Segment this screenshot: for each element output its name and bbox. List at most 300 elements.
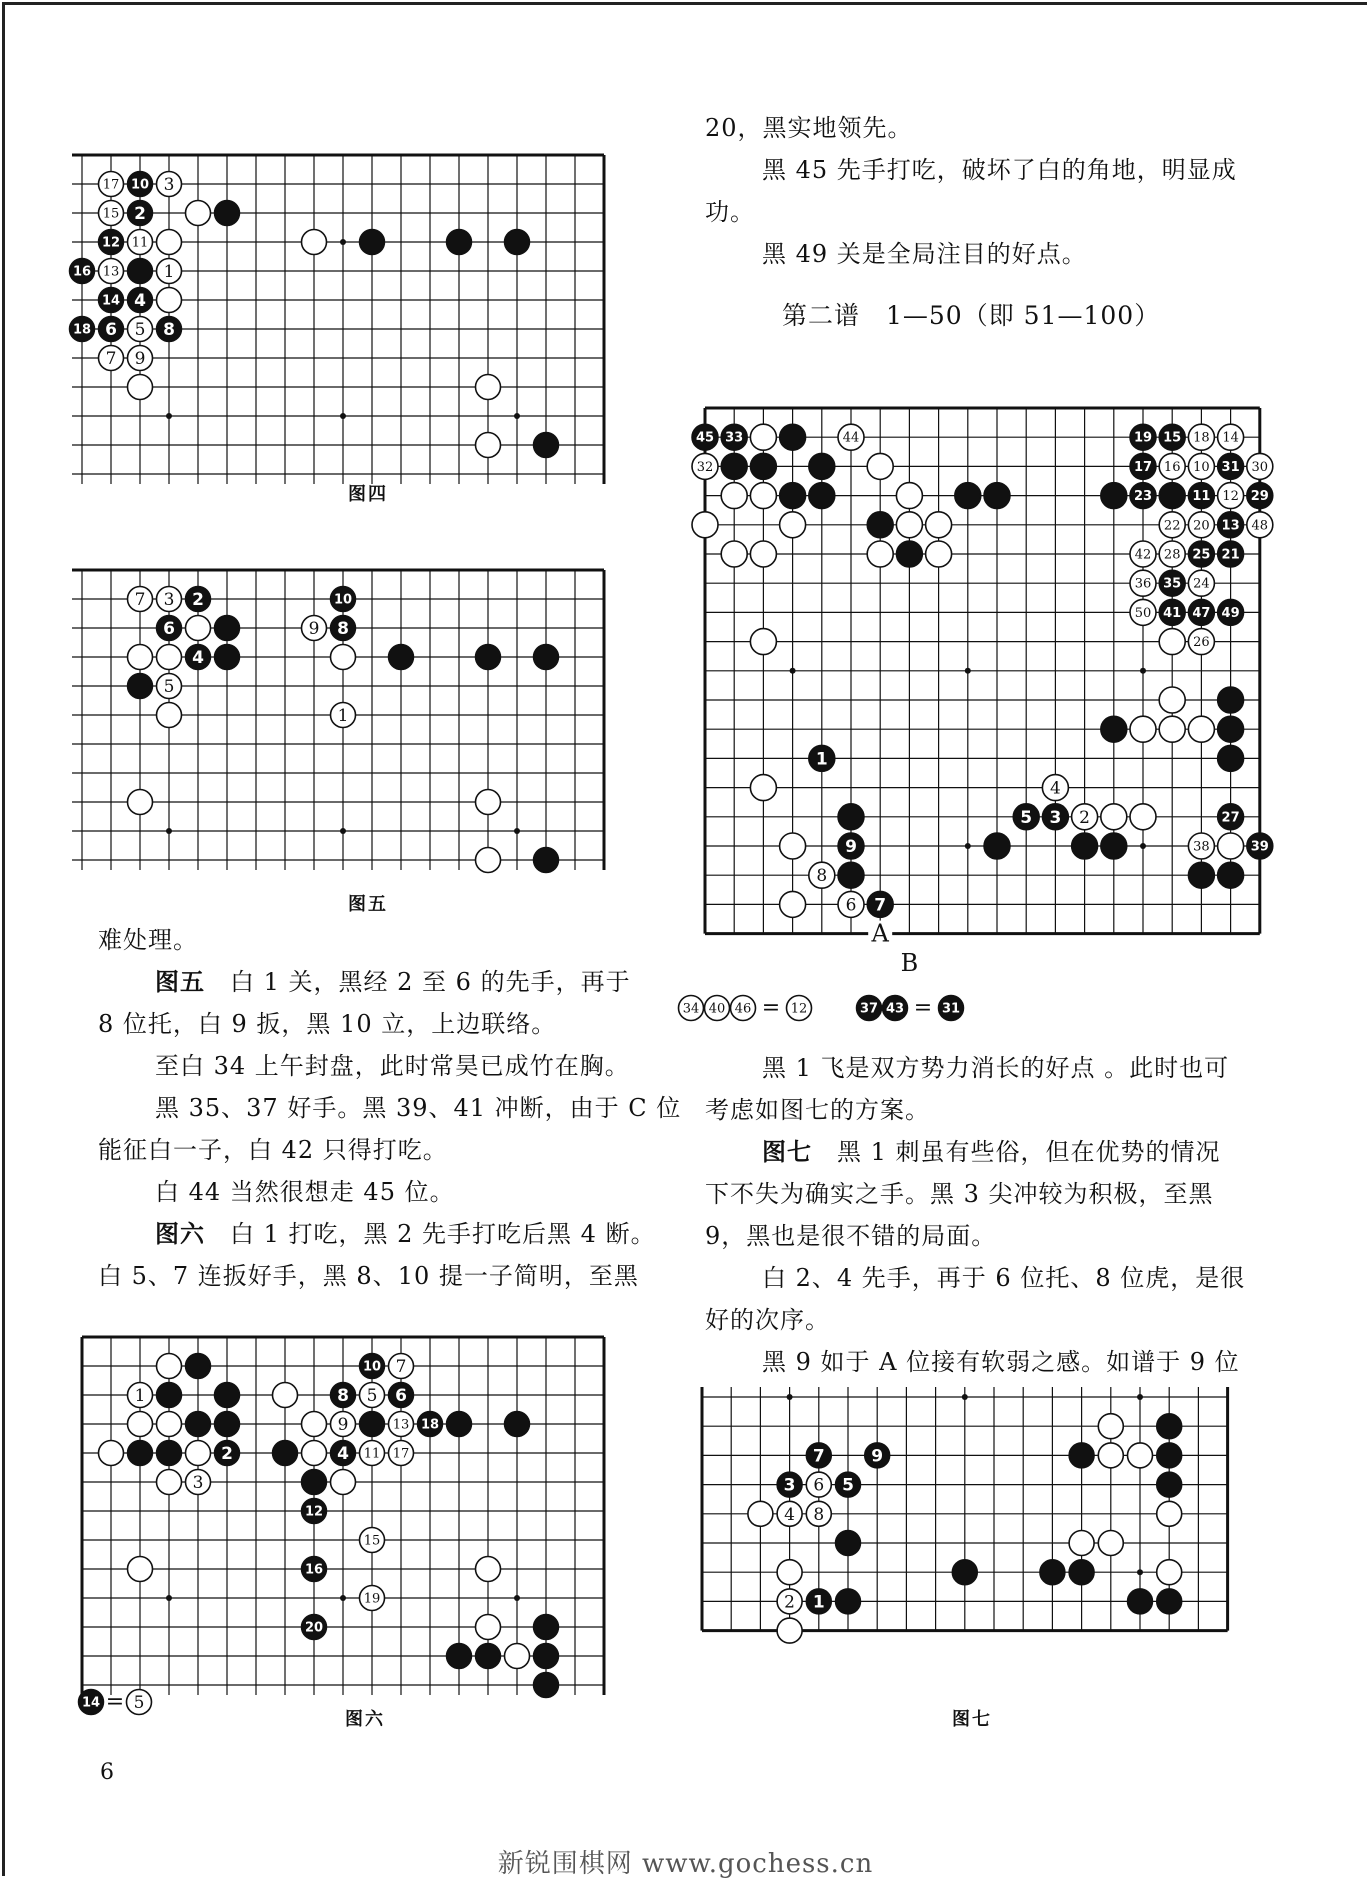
white-stone xyxy=(476,375,501,400)
white-stone xyxy=(1247,453,1273,479)
white-stone xyxy=(777,1501,802,1526)
right-para-5-text: 黑 1 刺虽有些俗，但在优势的情况 xyxy=(812,1138,1221,1166)
black-stone xyxy=(534,645,559,670)
star-point xyxy=(514,828,520,834)
right-para-7: 黑 9 如于 A 位接有软弱之感。如谱于 9 位 xyxy=(762,1348,1240,1376)
left-para-2-line-2: 8 位托，白 9 扳，黑 10 立，上边联络。 xyxy=(98,1010,557,1038)
white-stone xyxy=(128,375,153,400)
white-stone xyxy=(389,1441,414,1466)
move-number: 6 xyxy=(163,619,175,639)
move-number: 30 xyxy=(1251,459,1269,475)
white-stone xyxy=(705,996,730,1021)
move-number: 32 xyxy=(696,459,714,475)
move-number: 1 xyxy=(815,749,828,770)
game2-equivalence-notes xyxy=(675,990,1015,1026)
white-stone xyxy=(1159,512,1185,538)
white-stone xyxy=(360,1528,385,1553)
black-stone xyxy=(128,288,153,313)
left-para-6-line-2: 白 5、7 连扳好手，黑 8、10 提一子简明，至黑 xyxy=(98,1262,639,1290)
white-stone xyxy=(302,1441,327,1466)
black-stone xyxy=(1157,1443,1182,1468)
move-number: 20 xyxy=(1193,518,1210,534)
white-stone xyxy=(1101,804,1127,830)
star-point xyxy=(1140,843,1146,849)
black-stone xyxy=(302,1615,327,1640)
move-number: 6 xyxy=(105,320,117,340)
black-stone xyxy=(984,483,1010,509)
black-stone xyxy=(360,1412,385,1437)
black-stone xyxy=(331,1441,356,1466)
move-number: 3 xyxy=(783,1475,796,1496)
white-stone xyxy=(157,259,182,284)
black-stone xyxy=(1128,1589,1153,1614)
white-stone xyxy=(157,587,182,612)
white-stone xyxy=(99,259,124,284)
black-stone xyxy=(1247,483,1273,509)
white-stone xyxy=(748,1501,773,1526)
white-stone xyxy=(777,1618,802,1643)
black-stone xyxy=(809,745,835,771)
left-para-5: 白 44 当然很想走 45 位。 xyxy=(155,1178,455,1206)
black-stone xyxy=(939,996,964,1021)
white-stone xyxy=(1072,804,1098,830)
black-stone xyxy=(1101,716,1127,742)
black-stone xyxy=(1130,483,1156,509)
move-number: 12 xyxy=(790,1001,808,1017)
black-stone xyxy=(1218,716,1244,742)
white-stone xyxy=(1130,541,1156,567)
move-number: 41 xyxy=(1163,605,1182,621)
white-stone xyxy=(750,775,776,801)
black-stone xyxy=(1130,453,1156,479)
white-stone xyxy=(1159,687,1185,713)
move-number: 18 xyxy=(72,322,92,338)
white-stone xyxy=(157,230,182,255)
star-point xyxy=(514,413,520,419)
go-diagram-fig5 xyxy=(70,555,625,865)
move-number: 13 xyxy=(392,1417,410,1433)
white-stone xyxy=(1128,1443,1153,1468)
black-stone xyxy=(1159,570,1185,596)
white-stone xyxy=(186,616,211,641)
move-number: 8 xyxy=(337,1386,349,1406)
white-stone xyxy=(157,1412,182,1437)
go-diagram-fig6 xyxy=(70,1320,630,1680)
black-stone xyxy=(1157,1414,1182,1439)
black-stone xyxy=(1101,833,1127,859)
black-stone xyxy=(302,1470,327,1495)
white-stone xyxy=(1157,1560,1182,1585)
move-number: 5 xyxy=(1020,807,1033,828)
white-stone xyxy=(360,1383,385,1408)
move-number: 8 xyxy=(163,320,175,340)
move-number: 11 xyxy=(131,235,149,251)
white-stone xyxy=(896,512,922,538)
move-number: 9 xyxy=(337,1415,349,1435)
black-stone xyxy=(331,616,356,641)
white-stone xyxy=(780,512,806,538)
white-stone xyxy=(128,1557,153,1582)
move-number: 10 xyxy=(362,1359,382,1375)
white-stone xyxy=(99,201,124,226)
black-stone xyxy=(534,848,559,873)
move-number: 4 xyxy=(784,1504,796,1525)
white-stone xyxy=(1188,424,1214,450)
left-para-4-line-1: 黑 35、37 好手。黑 39、41 冲断，由于 C 位 xyxy=(155,1094,682,1122)
black-stone xyxy=(836,1589,861,1614)
black-stone xyxy=(1218,512,1244,538)
black-stone xyxy=(99,288,124,313)
left-para-2-text: 白 1 关，黑经 2 至 6 的先手，再于 xyxy=(205,968,631,996)
black-stone xyxy=(1069,1560,1094,1585)
coordinate-letter xyxy=(868,920,892,948)
white-stone xyxy=(128,645,153,670)
move-number: 4 xyxy=(337,1444,349,1464)
move-number: 49 xyxy=(1221,605,1240,621)
white-stone xyxy=(1188,629,1214,655)
black-stone xyxy=(534,1644,559,1669)
black-stone xyxy=(809,453,835,479)
move-number: 16 xyxy=(1163,459,1181,475)
white-stone xyxy=(1130,716,1156,742)
black-stone xyxy=(476,645,501,670)
white-stone xyxy=(127,1690,152,1715)
black-stone xyxy=(838,833,864,859)
black-stone xyxy=(447,230,472,255)
black-stone xyxy=(534,1615,559,1640)
move-number: 48 xyxy=(1251,518,1269,534)
star-point xyxy=(340,239,346,245)
black-stone xyxy=(418,1412,443,1437)
move-number: 7 xyxy=(874,895,887,916)
white-stone xyxy=(867,453,893,479)
move-number: 17 xyxy=(102,177,120,193)
white-stone xyxy=(128,317,153,342)
move-number: 45 xyxy=(695,430,715,446)
white-stone xyxy=(1159,629,1185,655)
black-stone xyxy=(360,230,385,255)
white-stone xyxy=(1159,453,1185,479)
go-diagram-fig7 xyxy=(690,1380,1250,1655)
black-stone xyxy=(534,433,559,458)
move-number: 3 xyxy=(163,175,175,195)
move-number: 26 xyxy=(1193,635,1210,651)
black-stone xyxy=(302,1557,327,1582)
move-number: 38 xyxy=(1193,839,1210,855)
white-stone xyxy=(1098,1414,1123,1439)
move-number: 7 xyxy=(134,590,146,610)
white-stone xyxy=(1130,570,1156,596)
white-stone xyxy=(157,288,182,313)
black-stone xyxy=(721,424,747,450)
move-number: 4 xyxy=(192,648,204,668)
white-stone xyxy=(128,587,153,612)
black-stone xyxy=(273,1441,298,1466)
black-stone xyxy=(186,587,211,612)
right-para-2-line-2: 功。 xyxy=(705,198,755,226)
white-stone xyxy=(1159,716,1185,742)
left-para-1: 难处理。 xyxy=(98,926,198,954)
move-number: 29 xyxy=(1250,489,1269,505)
white-stone xyxy=(128,346,153,371)
equals-sign: = xyxy=(913,995,933,1021)
move-number: 13 xyxy=(102,264,120,280)
black-stone xyxy=(750,453,776,479)
black-stone xyxy=(70,317,95,342)
move-number: 28 xyxy=(1163,547,1181,563)
black-stone xyxy=(476,1644,501,1669)
move-number: 17 xyxy=(392,1446,410,1462)
move-number: 8 xyxy=(816,866,828,887)
letter-text: B xyxy=(900,948,919,977)
white-stone xyxy=(302,616,327,641)
white-stone xyxy=(692,512,718,538)
black-stone xyxy=(867,891,893,917)
black-stone xyxy=(447,1412,472,1437)
white-stone xyxy=(1130,599,1156,625)
white-stone xyxy=(331,645,356,670)
black-stone xyxy=(1188,862,1214,888)
black-stone xyxy=(215,645,240,670)
white-stone xyxy=(692,453,718,479)
move-number: 5 xyxy=(163,677,175,697)
move-number: 43 xyxy=(885,1001,905,1017)
move-number: 31 xyxy=(1221,459,1240,475)
move-number: 16 xyxy=(72,264,92,280)
fig6-equivalence-note xyxy=(75,1685,195,1719)
white-stone xyxy=(273,1383,298,1408)
white-stone xyxy=(389,1412,414,1437)
right-para-5-line-1 xyxy=(762,1132,1221,1172)
star-point xyxy=(962,1394,968,1400)
move-number: 34 xyxy=(682,1001,700,1017)
move-number: 18 xyxy=(420,1417,440,1433)
move-number: 12 xyxy=(101,235,121,251)
black-stone xyxy=(1218,862,1244,888)
black-stone xyxy=(331,587,356,612)
white-stone xyxy=(1188,570,1214,596)
move-number: 39 xyxy=(1250,839,1269,855)
move-number: 9 xyxy=(308,619,320,639)
left-para-6-text: 白 1 打吃，黑 2 先手打吃后黑 4 断。 xyxy=(205,1220,656,1248)
black-stone xyxy=(1218,599,1244,625)
move-number: 1 xyxy=(163,262,175,282)
move-number: 2 xyxy=(1079,807,1091,828)
white-stone xyxy=(806,1472,831,1497)
move-number: 3 xyxy=(192,1473,204,1493)
white-stone xyxy=(476,790,501,815)
white-stone xyxy=(1130,804,1156,830)
black-stone xyxy=(215,201,240,226)
black-stone xyxy=(883,996,908,1021)
black-stone xyxy=(1159,599,1185,625)
white-stone xyxy=(750,629,776,655)
black-stone xyxy=(157,1383,182,1408)
move-number: 1 xyxy=(134,1386,146,1406)
white-stone xyxy=(476,433,501,458)
move-number: 19 xyxy=(363,1591,381,1607)
black-stone xyxy=(865,1443,890,1468)
white-stone xyxy=(157,1470,182,1495)
black-stone xyxy=(128,674,153,699)
white-stone xyxy=(157,1354,182,1379)
black-stone xyxy=(806,1589,831,1614)
white-stone xyxy=(157,645,182,670)
white-stone xyxy=(505,1644,530,1669)
move-number: 9 xyxy=(845,837,857,857)
equals-sign: = xyxy=(761,995,781,1021)
star-point xyxy=(514,1595,520,1601)
white-stone xyxy=(721,541,747,567)
black-stone xyxy=(1218,687,1244,713)
white-stone xyxy=(302,1412,327,1437)
black-stone xyxy=(780,483,806,509)
white-stone xyxy=(302,230,327,255)
move-number: 5 xyxy=(133,1693,145,1713)
fig4-caption: 图四 xyxy=(348,484,388,505)
white-stone xyxy=(679,996,704,1021)
white-stone xyxy=(99,346,124,371)
black-stone xyxy=(186,1412,211,1437)
move-number: 12 xyxy=(304,1504,324,1520)
black-stone xyxy=(1040,1560,1065,1585)
move-number: 4 xyxy=(1049,778,1061,799)
black-stone xyxy=(1218,804,1244,830)
white-stone xyxy=(1247,512,1273,538)
white-stone xyxy=(157,674,182,699)
star-point xyxy=(965,843,971,849)
white-stone xyxy=(1157,1501,1182,1526)
black-stone xyxy=(215,1383,240,1408)
move-number: 7 xyxy=(105,349,117,369)
right-para-5-line-2: 下不失为确实之手。黑 3 尖冲较为积极，至黑 xyxy=(705,1180,1214,1208)
white-stone xyxy=(1188,453,1214,479)
white-stone xyxy=(721,483,747,509)
black-stone xyxy=(1188,541,1214,567)
black-stone xyxy=(70,259,95,284)
move-number: 35 xyxy=(1163,576,1182,592)
white-stone xyxy=(128,790,153,815)
white-stone xyxy=(896,483,922,509)
white-stone xyxy=(1159,541,1185,567)
star-point xyxy=(166,413,172,419)
white-stone xyxy=(926,512,952,538)
black-stone xyxy=(692,424,718,450)
fig6-ref: 图六 xyxy=(155,1220,205,1248)
white-stone xyxy=(750,541,776,567)
black-stone xyxy=(157,616,182,641)
left-para-2-line-1 xyxy=(155,962,631,1002)
black-stone xyxy=(1218,541,1244,567)
star-point xyxy=(340,828,346,834)
black-stone xyxy=(1157,1472,1182,1497)
black-stone xyxy=(1159,424,1185,450)
move-number: 15 xyxy=(363,1533,381,1549)
black-stone xyxy=(1101,483,1127,509)
star-point xyxy=(1137,1394,1143,1400)
white-stone xyxy=(809,862,835,888)
move-number: 2 xyxy=(221,1444,233,1464)
move-number: 6 xyxy=(395,1386,407,1406)
move-number: 14 xyxy=(81,1695,101,1711)
fig7-ref: 图七 xyxy=(762,1138,812,1166)
black-stone xyxy=(302,1499,327,1524)
fig6-caption: 图六 xyxy=(345,1709,385,1730)
right-para-4-line-1: 黑 1 飞是双方势力消长的好点 。此时也可 xyxy=(762,1054,1230,1082)
black-stone xyxy=(389,645,414,670)
fig5-caption: 图五 xyxy=(348,894,388,915)
move-number: 10 xyxy=(333,592,353,608)
star-point xyxy=(340,1595,346,1601)
black-stone xyxy=(1188,599,1214,625)
white-stone xyxy=(99,172,124,197)
black-stone xyxy=(128,172,153,197)
black-stone xyxy=(1159,483,1185,509)
move-number: 11 xyxy=(1192,489,1211,505)
white-stone xyxy=(1188,833,1214,859)
section-heading: 第二谱 1—50（即 51—100） xyxy=(782,301,1161,330)
white-stone xyxy=(331,1470,356,1495)
white-stone xyxy=(128,1412,153,1437)
move-number: 50 xyxy=(1134,605,1152,621)
move-number: 19 xyxy=(1133,430,1153,446)
white-stone xyxy=(186,1470,211,1495)
black-stone xyxy=(836,1472,861,1497)
white-stone xyxy=(1218,424,1244,450)
black-stone xyxy=(389,1383,414,1408)
black-stone xyxy=(1218,453,1244,479)
star-point xyxy=(790,668,796,674)
white-stone xyxy=(838,424,864,450)
white-stone xyxy=(750,483,776,509)
move-number: 25 xyxy=(1192,547,1211,563)
move-number: 7 xyxy=(812,1446,825,1467)
black-stone xyxy=(780,424,806,450)
move-number: 2 xyxy=(134,204,146,224)
white-stone xyxy=(780,891,806,917)
right-para-5-line-3: 9，黑也是很不错的局面。 xyxy=(705,1222,997,1250)
white-stone xyxy=(157,703,182,728)
black-stone xyxy=(1157,1589,1182,1614)
move-number: 1 xyxy=(337,706,349,726)
move-number: 36 xyxy=(1134,576,1152,592)
move-number: 16 xyxy=(304,1562,324,1578)
move-number: 1 xyxy=(812,1592,825,1613)
black-stone xyxy=(186,1354,211,1379)
star-point xyxy=(787,1394,793,1400)
black-stone xyxy=(1072,833,1098,859)
white-stone xyxy=(99,1441,124,1466)
black-stone xyxy=(128,1441,153,1466)
black-stone xyxy=(1130,424,1156,450)
white-stone xyxy=(476,1557,501,1582)
move-number: 20 xyxy=(304,1620,324,1636)
move-number: 14 xyxy=(1222,430,1239,446)
black-stone xyxy=(1042,804,1068,830)
white-stone xyxy=(389,1354,414,1379)
black-stone xyxy=(128,201,153,226)
move-number: 4 xyxy=(134,291,146,311)
black-stone xyxy=(99,230,124,255)
black-stone xyxy=(867,512,893,538)
white-stone xyxy=(1098,1443,1123,1468)
move-number: 11 xyxy=(363,1446,381,1462)
white-stone xyxy=(360,1441,385,1466)
fig4-grid xyxy=(72,155,604,484)
black-stone xyxy=(505,1412,530,1437)
move-number: 2 xyxy=(192,590,204,610)
white-stone xyxy=(331,703,356,728)
